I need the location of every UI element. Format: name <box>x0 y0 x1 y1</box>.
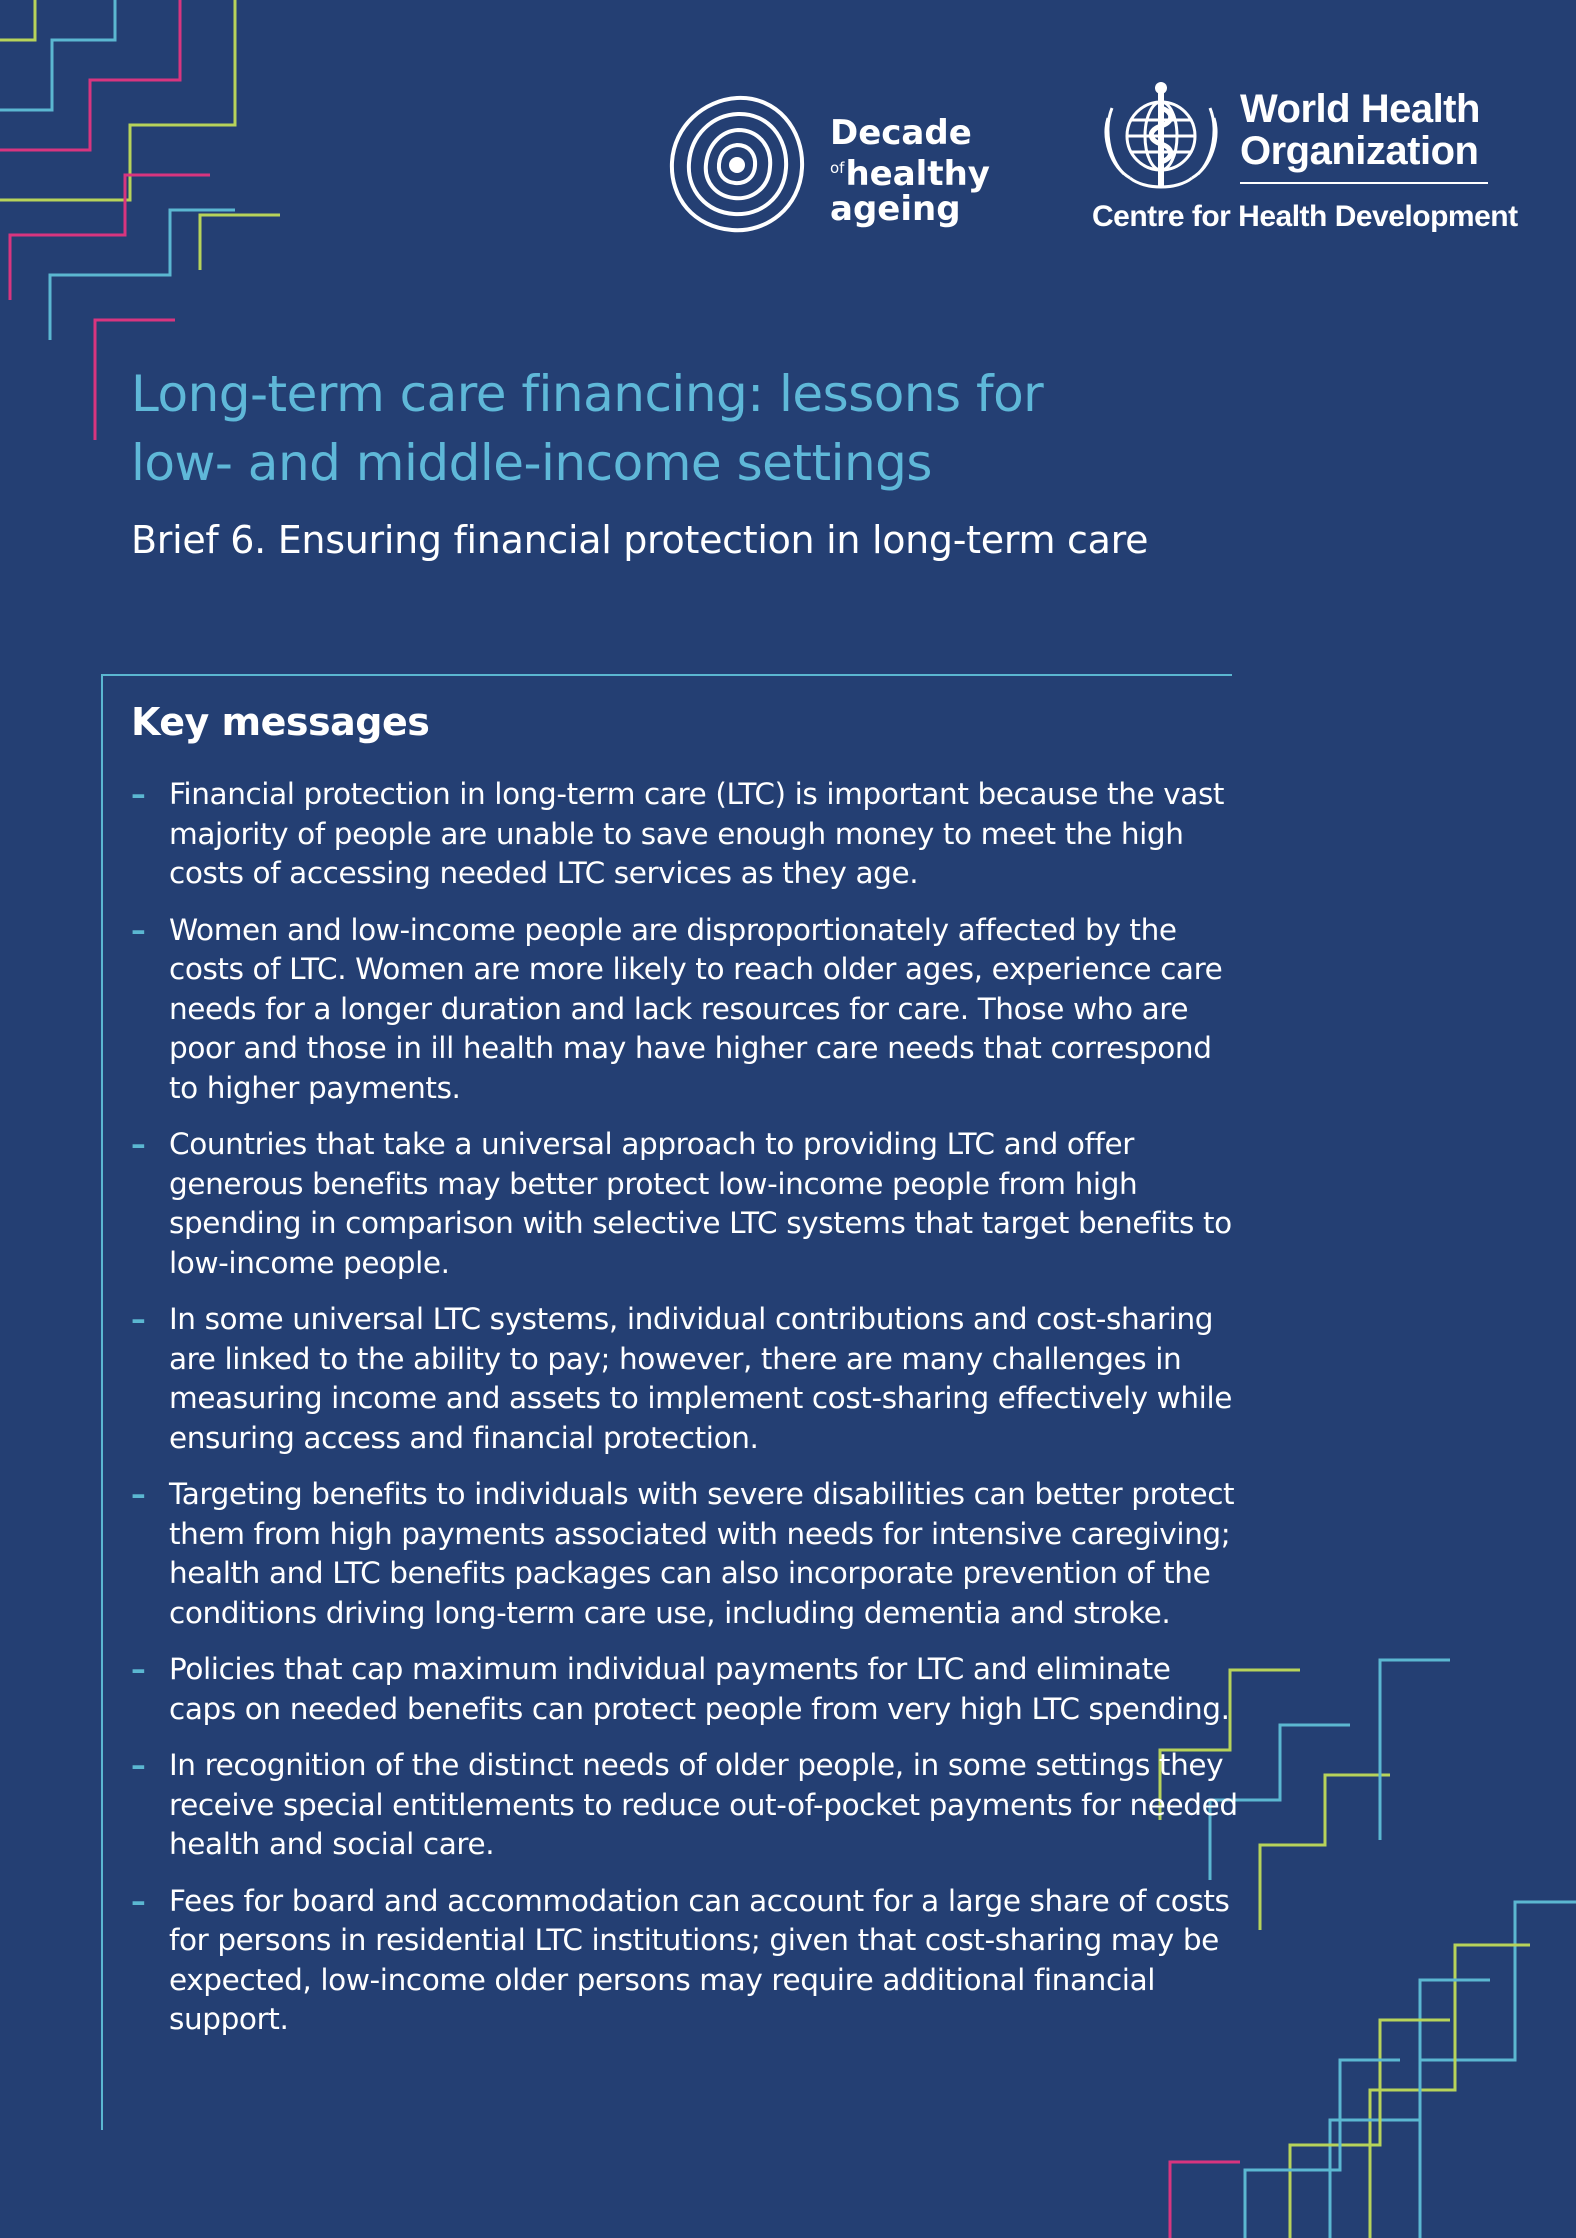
list-item <box>131 1300 1241 1458</box>
list-item-text: Fees for board and accommodation can account for a large share of costs for persons in residential LTC institutions; given that cost-sharing may be expected, low-income older persons may require additional financial support. <box>169 1883 1230 2036</box>
decade-line1: Decade <box>830 113 972 153</box>
decade-of: of <box>830 159 845 177</box>
bullet-dash: – <box>131 1302 146 1336</box>
list-item-text: In recognition of the distinct needs of older people, in some settings they receive special entitlements to reduce out-of-pocket payments for needed health and social care. <box>169 1748 1238 1861</box>
brief-subtitle: Brief 6. Ensuring financial protection in long-term care <box>131 518 1149 562</box>
bullet-dash: – <box>131 1748 146 1782</box>
list-item <box>131 1125 1241 1283</box>
list-item <box>131 1882 1241 2040</box>
list-item-text: Policies that cap maximum individual payments for LTC and eliminate caps on needed benefits can protect people from very high LTC spending. <box>169 1652 1230 1726</box>
who-emblem-icon <box>1090 78 1232 198</box>
key-messages-heading: Key messages <box>131 700 430 744</box>
list-item-text: Targeting benefits to individuals with severe disabilities can better protect them from high payments associated with needs for intensive caregiving; health and LTC benefits packages can also incorporate prevention of the conditions driving long-term care use, including dementia and stroke. <box>169 1477 1235 1630</box>
bullet-dash: – <box>131 1477 146 1511</box>
who-title-line1: World Health <box>1240 87 1480 131</box>
bullet-dash: – <box>131 1883 146 1918</box>
list-item-text: In some universal LTC systems, individual contributions and cost-sharing are linked to the ability to pay; however, there are many challenges in measuring income and assets to implement cost-sharing effectively while ensuring access and financial protection. <box>169 1302 1233 1455</box>
list-item <box>131 1650 1241 1729</box>
list-item <box>131 911 1241 1109</box>
bullet-dash: – <box>131 1652 146 1686</box>
list-item <box>131 775 1241 894</box>
concentric-circles-icon <box>662 90 812 240</box>
list-item <box>131 1475 1241 1633</box>
decade-line3: ageing <box>830 189 961 229</box>
decade-of-healthy-ageing-logo <box>662 90 1022 240</box>
list-item-text: Women and low-income people are disproportionately affected by the costs of LTC. Women are more likely to reach older ages, experience care needs for a longer duration and lack resources for care. Those who are poor and those in ill health may have higher care needs that correspond to higher payments. <box>169 912 1223 1105</box>
list-item-text: Countries that take a universal approach to providing LTC and offer generous benefits may better protect low-income people from high spending in comparison with selective LTC systems that target benefits to low-income people. <box>169 1127 1232 1280</box>
list-item-text: Financial protection in long-term care (LTC) is important because the vast majority of people are unable to save enough money to meet the high costs of accessing needed LTC services as they age. <box>169 777 1225 890</box>
key-messages-top-border <box>101 674 1232 676</box>
bullet-dash: – <box>131 777 146 811</box>
key-messages-left-border <box>101 674 103 2130</box>
page-title-line2: low- and middle-income settings <box>131 434 932 492</box>
key-messages-list <box>131 775 1241 2057</box>
bullet-dash: – <box>131 1127 146 1161</box>
decade-line2: healthy <box>845 154 990 194</box>
bullet-dash: – <box>131 912 146 947</box>
who-logo <box>1090 78 1518 248</box>
list-item <box>131 1746 1241 1865</box>
who-title-line2: Organization <box>1240 129 1479 173</box>
page-title-line1: Long-term care financing: lessons for <box>131 365 1044 423</box>
who-centre-name: Centre for Health Development <box>1092 200 1518 233</box>
who-divider <box>1240 182 1488 184</box>
page-title <box>131 360 1381 498</box>
